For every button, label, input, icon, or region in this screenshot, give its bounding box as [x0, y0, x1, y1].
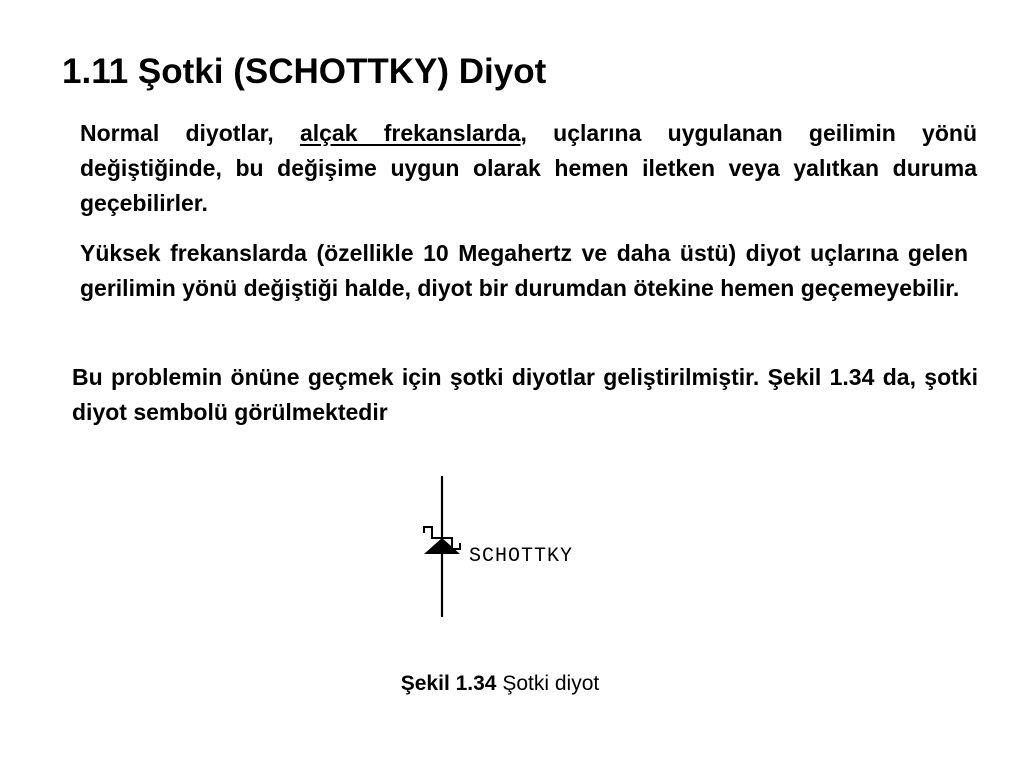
- slide-title: 1.11 Şotki (SCHOTTKY) Diyot: [62, 52, 547, 91]
- paragraph-1-start: Normal diyotlar,: [80, 120, 300, 146]
- paragraph-high-frequency: Yüksek frekanslarda (özellikle 10 Megahertz ve daha üstü) diyot uçlarına gelen gerilimin yönü değiştiği halde, diyot bir durumdan ötekine hemen geçemeyebilir.: [80, 240, 968, 301]
- diode-triangle: [424, 538, 460, 554]
- figure-caption: [0, 670, 1000, 698]
- schottky-diode-symbol: [410, 470, 620, 622]
- paragraph-normal-diodes: [80, 116, 977, 221]
- paragraph-1-end: , uçlarına uygulanan geilimin yönü değiştiğinde, bu değişime uygun olarak hemen iletken veya yalıtkan duruma geçebilirler.: [80, 120, 977, 216]
- schottky-symbol-label: SCHOTTKY: [469, 545, 574, 568]
- underlined-low-frequency: alçak frekanslarda: [299, 120, 521, 146]
- figure-caption-text: Şotki diyot: [502, 672, 600, 695]
- figure-caption-label: Şekil 1.34: [400, 672, 497, 695]
- paragraph-schottky-intro: Bu problemin önüne geçmek için şotki diyotlar geliştirilmiştir. Şekil 1.34 da, şotki diyot sembolü görülmektedir: [72, 364, 978, 425]
